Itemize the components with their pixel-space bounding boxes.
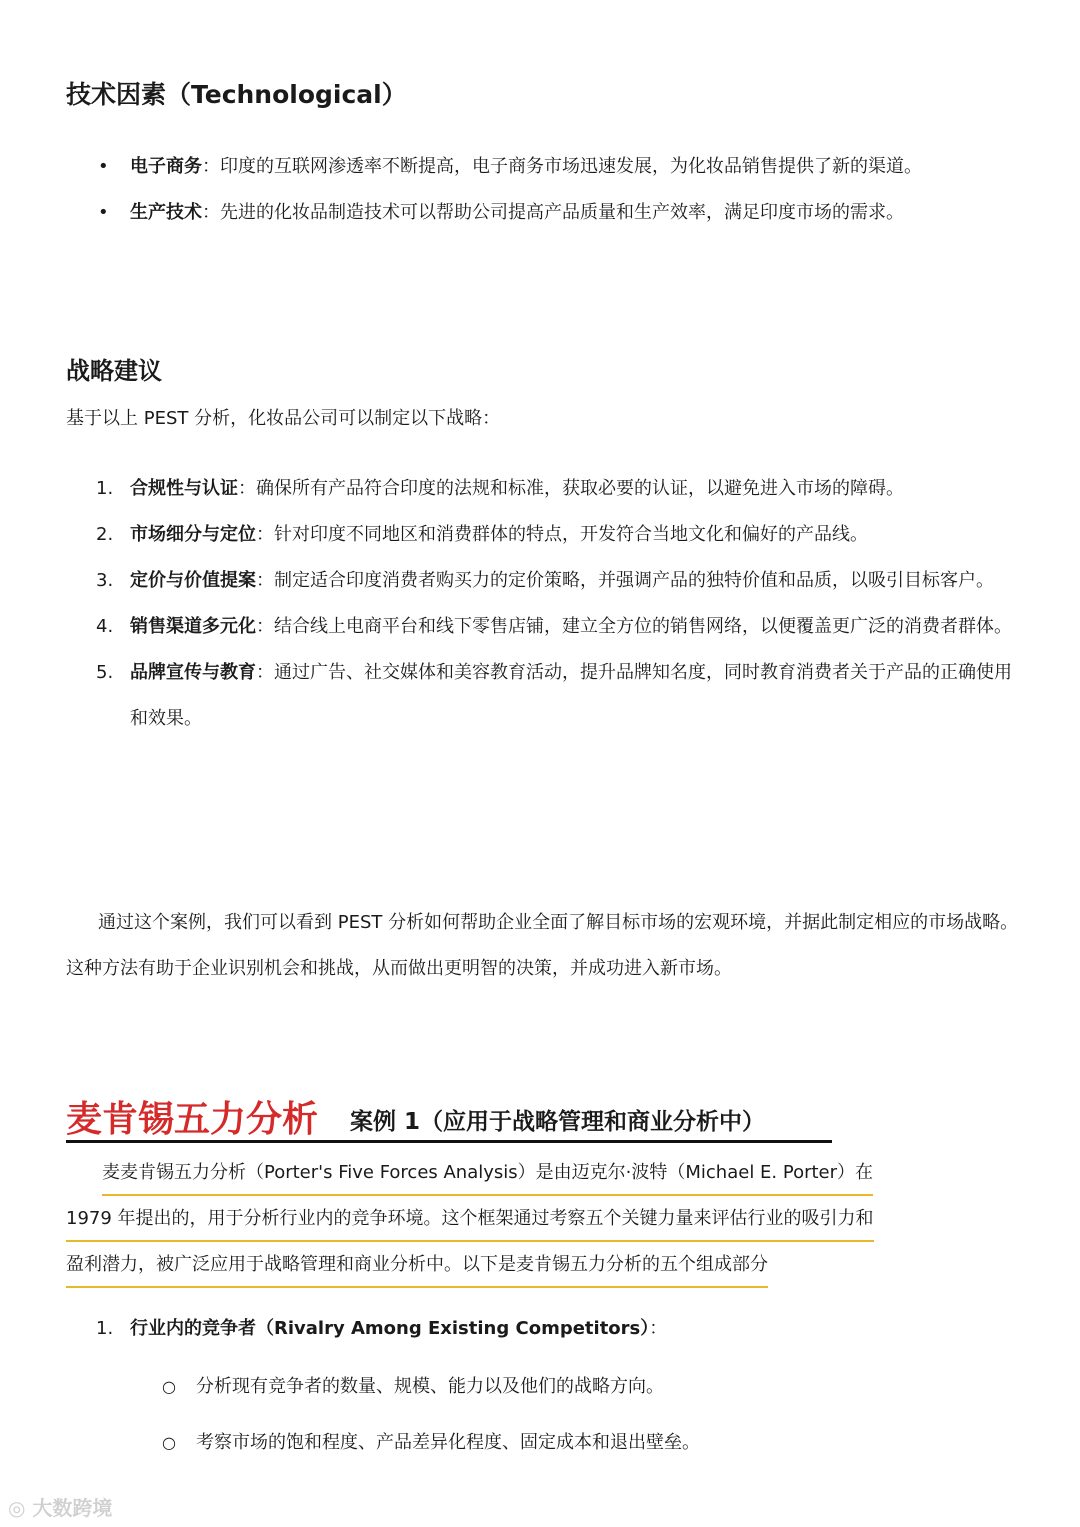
item-label: 行业内的竞争者（Rivalry Among Existing Competitors） [130, 1318, 650, 1339]
item-label: 定价与价值提案 [130, 570, 256, 591]
item-number: 3. [96, 570, 114, 591]
item-label: 销售渠道多元化 [130, 616, 256, 637]
item-label: 品牌宣传与教育 [130, 662, 256, 683]
list-item [98, 144, 1020, 190]
section-title [66, 1096, 832, 1144]
list-item [98, 190, 1020, 236]
intro-line [66, 1196, 1026, 1242]
title-underline [66, 1140, 832, 1143]
item-text: ：结合线上电商平台和线下零售店铺，建立全方位的销售网络，以便覆盖更广泛的消费者群体。 [256, 616, 1012, 637]
watermark-logo-icon: ◎ [8, 1496, 26, 1520]
strategy-intro: 基于以上 PEST 分析，化妆品公司可以制定以下战略： [66, 408, 501, 429]
item-number: 4. [96, 616, 114, 637]
highlighted-text: 麦麦肯锡五力分析（Porter's Five Forces Analysis）是由迈克尔·波特（Michael E. Porter）在 [102, 1152, 873, 1196]
item-text: ：针对印度不同地区和消费群体的特点，开发符合当地文化和偏好的产品线。 [256, 524, 868, 545]
item-label: 合规性与认证 [130, 478, 238, 499]
list-item [96, 558, 1020, 604]
watermark [8, 1492, 112, 1521]
intro-line [66, 1242, 1026, 1288]
item-number: 2. [96, 524, 114, 545]
item-text: ：印度的互联网渗透率不断提高，电子商务市场迅速发展，为化妆品销售提供了新的渠道。 [202, 156, 922, 177]
bullet-icon: • [98, 202, 109, 223]
list-item [96, 512, 1020, 558]
strategy-list [96, 466, 1020, 742]
mckinsey-subtitle: 案例 1（应用于战略管理和商业分析中） [350, 1109, 766, 1135]
list-item [162, 1420, 1016, 1466]
item-text: 分析现有竞争者的数量、规模、能力以及他们的战略方向。 [196, 1376, 664, 1397]
circle-bullet-icon: ○ [162, 1377, 176, 1396]
mckinsey-intro [66, 1150, 1026, 1288]
tech-heading: 技术因素（Technological） [66, 80, 407, 109]
item-text: ：制定适合印度消费者购买力的定价策略，并强调产品的独特价值和品质，以吸引目标客户。 [256, 570, 994, 591]
list-item [96, 650, 1020, 742]
intro-line [66, 1150, 1026, 1196]
item-text: ：通过广告、社交媒体和美容教育活动，提升品牌知名度，同时教育消费者关于产品的正确使用和效果。 [130, 662, 1012, 729]
bullet-icon: • [98, 156, 109, 177]
item-text: ： [649, 1318, 668, 1339]
highlighted-text: 1979 年提出的，用于分析行业内的竞争环境。这个框架通过考察五个关键力量来评估行业的吸引力和 [66, 1198, 874, 1242]
item-label: 电子商务 [130, 156, 202, 177]
item-label: 生产技术 [130, 202, 202, 223]
tech-bullet-list [98, 144, 1020, 236]
highlighted-text: 盈利潜力，被广泛应用于战略管理和商业分析中。以下是麦肯锡五力分析的五个组成部分 [66, 1244, 768, 1288]
item-number: 5. [96, 662, 114, 683]
item-text: 考察市场的饱和程度、产品差异化程度、固定成本和退出壁垒。 [196, 1432, 700, 1453]
item-text: ：先进的化妆品制造技术可以帮助公司提高产品质量和生产效率，满足印度市场的需求。 [202, 202, 904, 223]
forces-list [96, 1306, 1020, 1352]
list-item [96, 604, 1020, 650]
list-item [96, 466, 1020, 512]
mckinsey-title: 麦肯锡五力分析 [66, 1099, 319, 1140]
item-label: 市场细分与定位 [130, 524, 256, 545]
item-number: 1. [96, 478, 114, 499]
list-item [162, 1364, 1016, 1410]
strategy-heading: 战略建议 [66, 357, 162, 385]
sub-point-list [162, 1364, 1016, 1466]
list-item [96, 1306, 1020, 1352]
item-number: 1. [96, 1318, 114, 1339]
strategy-conclusion: 通过这个案例，我们可以看到 PEST 分析如何帮助企业全面了解目标市场的宏观环境，并据此制定相应的市场战略。这种方法有助于企业识别机会和挑战，从而做出更明智的决策，并成功进入新市场。 [66, 912, 1019, 979]
circle-bullet-icon: ○ [162, 1433, 176, 1452]
watermark-text: 大数跨境 [32, 1496, 113, 1520]
item-text: ：确保所有产品符合印度的法规和标准，获取必要的认证，以避免进入市场的障碍。 [238, 478, 904, 499]
